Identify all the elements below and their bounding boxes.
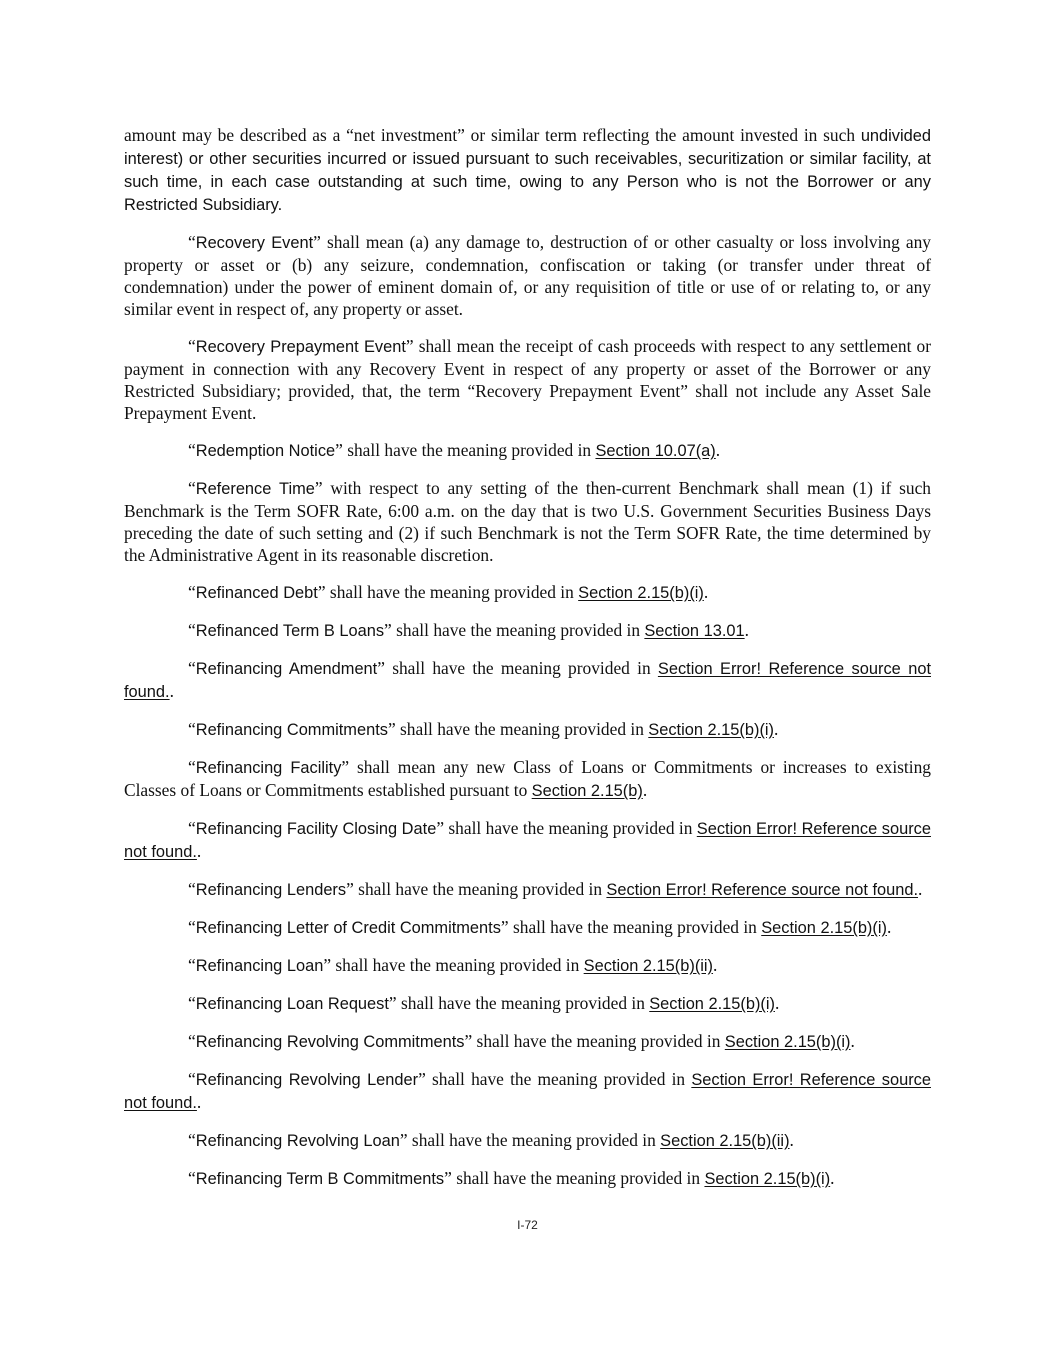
definition-paragraph: “Refinancing Facility Closing Date” shall have the meaning provided in Section Error! Reference source not found.. (124, 818, 931, 861)
section-reference-link[interactable]: Section 10.07(a) (595, 442, 716, 460)
definition-text: shall have the meaning provided in (395, 719, 649, 739)
definition-tail: . (774, 993, 780, 1013)
definition-paragraph: “Reference Time” with respect to any setting of the then-current Benchmark shall mean (1) if such Benchmark is the Term SOFR Rate, 6:00 a.m. on the day that is two U.S. Government Securities Business Days preceding the date of such setting and (2) if such Benchmark is not the Term SOFR Rate, the time determined by the Administrative Agent in its reasonable discretion. (124, 478, 931, 565)
defined-term: Refinancing Commitments (195, 721, 388, 739)
definition-text: shall have the meaning provided in (451, 1168, 705, 1188)
section-reference-link[interactable]: Section 2.15(b)(i) (648, 721, 774, 739)
definition-tail: . (774, 719, 779, 739)
intro-text-serif: amount may be described as a “net investment” or similar term reflecting the amount invested in such (124, 125, 861, 145)
defined-term: Reference Time (195, 480, 315, 498)
definition-tail: . (918, 879, 923, 899)
definition-paragraph: “Refinanced Term B Loans” shall have the meaning provided in Section 13.01. (188, 620, 749, 640)
section-reference-link[interactable]: Section 2.15(b)(i) (761, 919, 887, 937)
defined-term: Refinanced Debt (195, 584, 318, 602)
definition-paragraph: “Refinancing Loan” shall have the meaning provided in Section 2.15(b)(ii). (188, 955, 718, 975)
definition-text: shall have the meaning provided in (425, 1069, 692, 1089)
section-reference-link[interactable]: Section 2.15(b) (531, 782, 643, 800)
definition-text: shall have the meaning provided in (325, 582, 579, 602)
definition-tail: . (789, 1130, 794, 1150)
definition-tail: . (886, 917, 892, 937)
defined-term: Refinancing Amendment (195, 660, 378, 678)
definition-paragraph: “Refinancing Revolving Loan” shall have the meaning provided in Section 2.15(b)(ii). (188, 1130, 794, 1150)
definition-text: shall have the meaning provided in (472, 1031, 725, 1051)
defined-term: Refinancing Revolving Loan (195, 1132, 400, 1150)
definition-text: shall have the meaning provided in (353, 879, 607, 899)
definition-tail: . (169, 681, 174, 701)
section-reference-link[interactable]: Section Error! Reference source not found. (606, 881, 919, 899)
section-reference-link[interactable]: Section Error! Reference source not found. (124, 660, 931, 701)
section-reference-link[interactable]: Section 2.15(b)(ii) (583, 957, 714, 975)
definition-paragraph: “Recovery Prepayment Event” shall mean the receipt of cash proceeds with respect to any settlement or payment in connection with any Recovery Event in respect of any property or asset of the Borrower or any Restricted Subsidiary; provided, that, the term “Recovery Prepayment Event” shall not include any Asset Sale Prepayment Event. (124, 336, 931, 423)
defined-term: Refinancing Lenders (195, 881, 347, 899)
definition-text: shall have the meaning provided in (331, 955, 584, 975)
definition-text: shall have the meaning provided in (396, 993, 650, 1013)
defined-term: Refinancing Facility Closing Date (195, 820, 437, 838)
section-reference-link[interactable]: Section Error! Reference source not found. (124, 1071, 931, 1112)
definition-tail: . (196, 1092, 202, 1112)
defined-term: Redemption Notice (195, 442, 336, 460)
definition-paragraph: “Refinancing Lenders” shall have the meaning provided in Section Error! Reference source not found.. (188, 879, 923, 899)
section-reference-link[interactable]: Section 2.15(b)(ii) (660, 1132, 790, 1150)
definition-paragraph: “Refinancing Commitments” shall have the meaning provided in Section 2.15(b)(i). (188, 719, 779, 739)
definition-paragraph: “Refinancing Loan Request” shall have the meaning provided in Section 2.15(b)(i). (188, 993, 780, 1013)
section-reference-link[interactable]: Section Error! Reference source not found. (124, 820, 931, 861)
definition-paragraph: “Refinancing Revolving Commitments” shall have the meaning provided in Section 2.15(b)(i). (188, 1031, 855, 1051)
definition-text: shall mean any new Class of Loans or Commitments or increases to existing Classes of Loans or Commitments established pursuant to (124, 757, 931, 800)
definition-text: shall have the meaning provided in (444, 818, 697, 838)
definition-paragraph: “Refinancing Term B Commitments” shall have the meaning provided in Section 2.15(b)(i). (188, 1168, 835, 1188)
definition-text: shall have the meaning provided in (342, 440, 596, 460)
definition-tail: . (715, 440, 721, 460)
definition-tail: . (196, 841, 202, 861)
defined-term: Recovery Event (195, 234, 314, 252)
intro-paragraph (124, 124, 931, 216)
definition-paragraph: “Refinancing Letter of Credit Commitments” shall have the meaning provided in Section 2.15(b)(i). (188, 917, 892, 937)
defined-term: Refinancing Revolving Lender (195, 1071, 419, 1089)
defined-term: Refinancing Facility (195, 759, 342, 777)
section-reference-link[interactable]: Section 2.15(b)(i) (724, 1033, 851, 1051)
definition-text: shall have the meaning provided in (391, 620, 645, 640)
definitions-list (124, 231, 931, 1190)
defined-term: Refinanced Term B Loans (195, 622, 385, 640)
definition-text: shall have the meaning provided in (508, 917, 762, 937)
page-number: I-72 (517, 1218, 538, 1232)
document-page (124, 124, 931, 1205)
definition-tail: . (642, 780, 648, 800)
definition-tail: . (713, 955, 718, 975)
definition-tail: . (830, 1168, 835, 1188)
definition-tail: . (744, 620, 749, 640)
defined-term: Refinancing Loan (195, 957, 324, 975)
definition-text: with respect to any setting of the then-current Benchmark shall mean (1) if such Benchmark is the Term SOFR Rate, 6:00 a.m. on the day that is two U.S. Government Securities Business Days preceding the date of such setting and (2) if such Benchmark is not the Term SOFR Rate, the time determined by the Administrative Agent in its reasonable discretion. (124, 478, 931, 565)
definition-paragraph: “Refinanced Debt” shall have the meaning provided in Section 2.15(b)(i). (188, 582, 709, 602)
definition-paragraph: “Recovery Event” shall mean (a) any damage to, destruction of or other casualty or loss involving any property or asset or (b) any seizure, condemnation, confiscation or taking (or transfer under threat of condemnation) under the power of eminent domain of, or any requisition of title or use of or relating to, or any similar event in respect of, any property or asset. (124, 232, 931, 319)
definition-text: shall have the meaning provided in (407, 1130, 661, 1150)
definition-paragraph: “Refinancing Facility” shall mean any new Class of Loans or Commitments or increases to existing Classes of Loans or Commitments established pursuant to Section 2.15(b). (124, 757, 931, 800)
definition-tail: . (703, 582, 709, 602)
defined-term: Refinancing Letter of Credit Commitments (195, 919, 501, 937)
definition-paragraph: “Refinancing Amendment” shall have the meaning provided in Section Error! Reference source not found.. (124, 658, 931, 701)
intro-text-sans: undivided interest) or other securities incurred or issued pursuant to such receivables, securitization or similar facility, at such time, in each case outstanding at such time, owing to any Person who is not the Borrower or any Restricted Subsidiary. (124, 127, 931, 214)
section-reference-link[interactable]: Section 13.01 (644, 622, 745, 640)
definition-text: shall have the meaning provided in (384, 658, 658, 678)
definition-text: shall mean (a) any damage to, destruction of or other casualty or loss involving any property or asset or (b) any seizure, condemnation, confiscation or taking (or transfer under threat of condemnation) under the power of eminent domain of, or any requisition of title or use of or relating to, or any similar event in respect of, any property or asset. (124, 232, 931, 319)
defined-term: Recovery Prepayment Event (195, 338, 406, 356)
section-reference-link[interactable]: Section 2.15(b)(i) (649, 995, 775, 1013)
section-reference-link[interactable]: Section 2.15(b)(i) (578, 584, 704, 602)
definition-tail: . (850, 1031, 855, 1051)
definition-paragraph: “Redemption Notice” shall have the meaning provided in Section 10.07(a). (188, 440, 721, 460)
defined-term: Refinancing Revolving Commitments (195, 1033, 465, 1051)
section-reference-link[interactable]: Section 2.15(b)(i) (704, 1170, 831, 1188)
definition-text: shall mean the receipt of cash proceeds with respect to any settlement or payment in connection with any Recovery Event in respect of any property or asset of the Borrower or any Restricted Subsidiary; provided, that, the term “Recovery Prepayment Event” shall not include any Asset Sale Prepayment Event. (124, 336, 931, 423)
defined-term: Refinancing Term B Commitments (195, 1170, 445, 1188)
defined-term: Refinancing Loan Request (195, 995, 389, 1013)
definition-paragraph: “Refinancing Revolving Lender” shall have the meaning provided in Section Error! Reference source not found.. (124, 1069, 931, 1112)
